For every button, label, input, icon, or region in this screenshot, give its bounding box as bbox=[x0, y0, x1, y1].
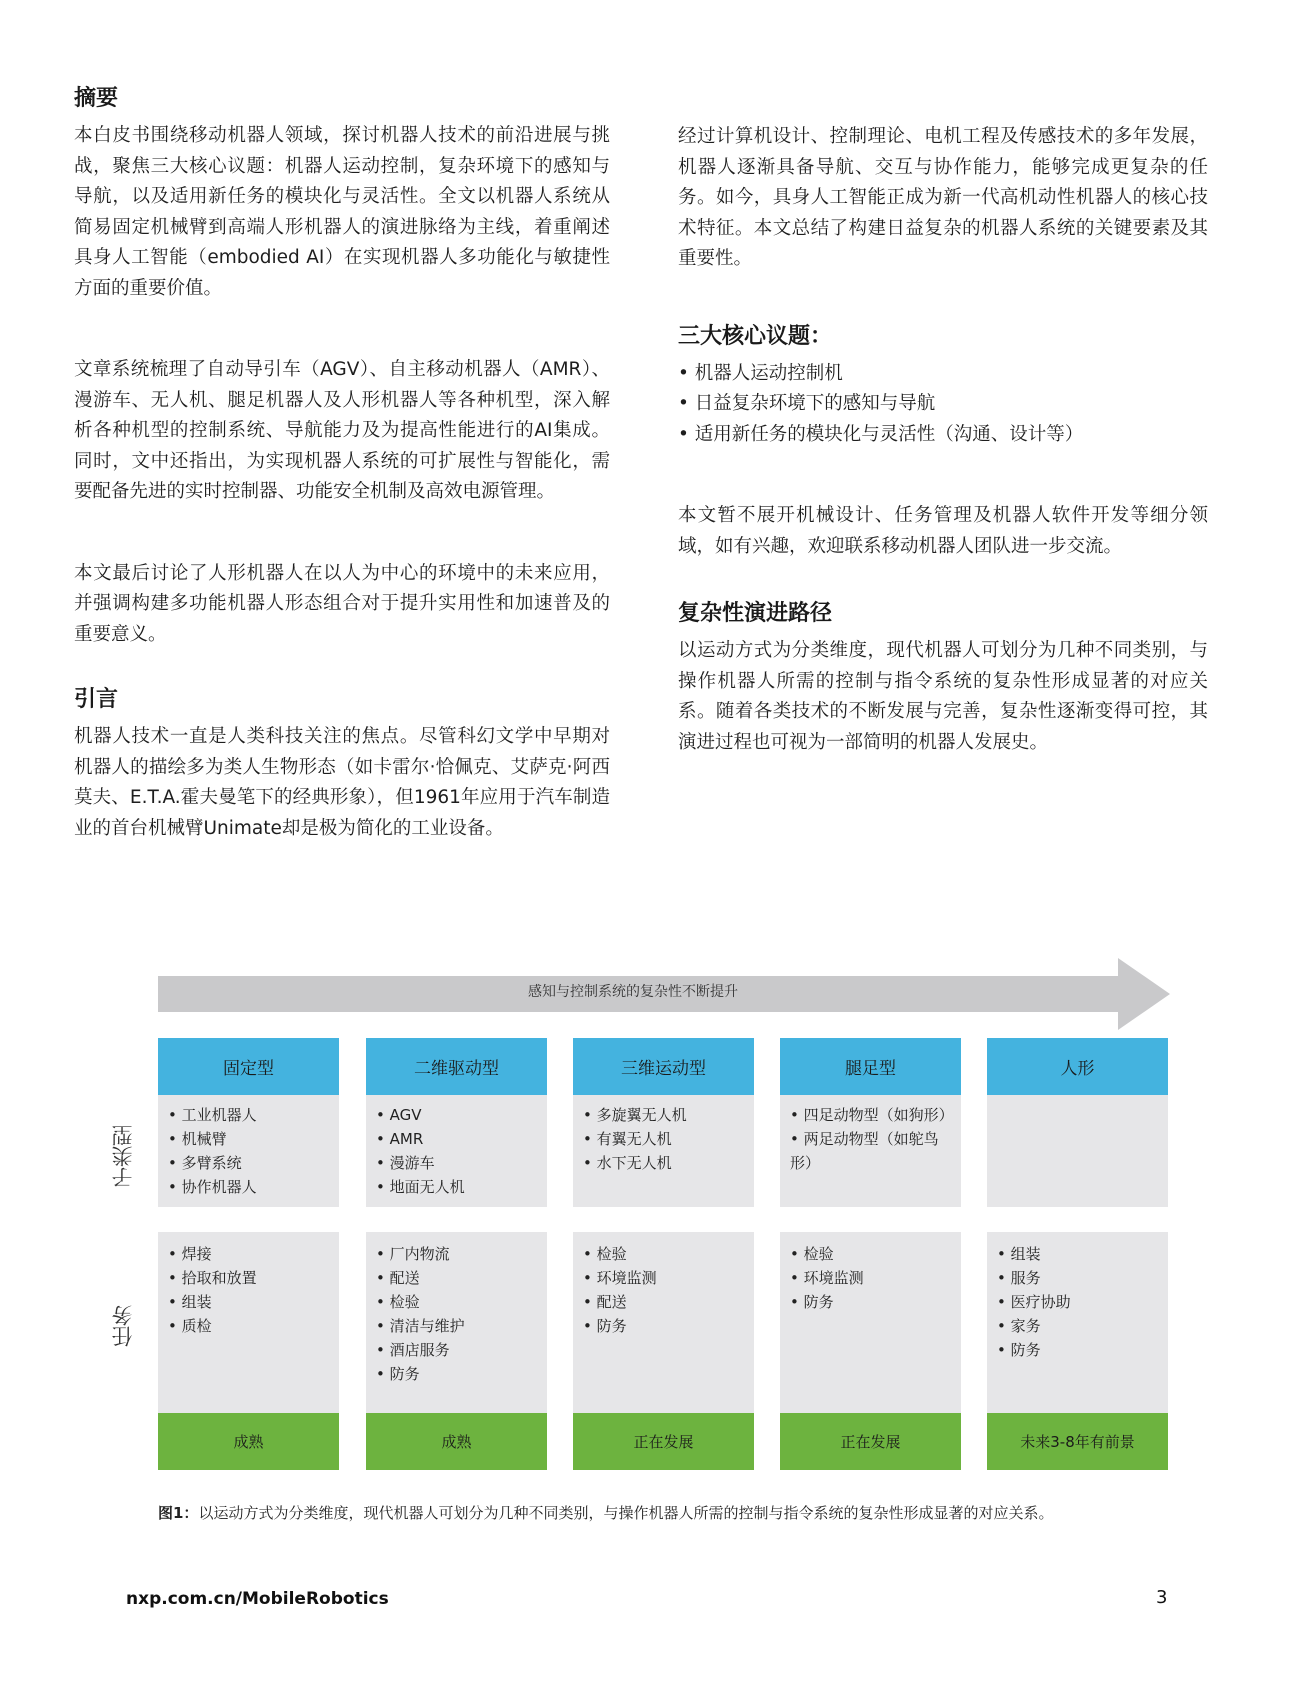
subtype-item: • 两足动物型（如鸵鸟形） bbox=[790, 1127, 961, 1175]
tasks-box bbox=[573, 1232, 754, 1413]
category-header: 二维驱动型 bbox=[366, 1038, 547, 1095]
task-item: • 质检 bbox=[168, 1314, 339, 1338]
right-paragraph-2: 本文暂不展开机械设计、任务管理及机器人软件开发等细分领域，如有兴趣，欢迎联系移动机器人团队进一步交流。 bbox=[678, 505, 1208, 557]
intro-heading: 引言 bbox=[74, 687, 119, 712]
maturity-status: 正在发展 bbox=[573, 1413, 754, 1470]
intro-paragraph: 机器人技术一直是人类科技关注的焦点。尽管科幻文学中早期对机器人的描绘多为类人生物形态（如卡雷尔·恰佩克、艾萨克·阿西莫夫、E.T.A.霍夫曼笔下的经典形象），但1961年应用于汽车制造业的首台机械臂Unimate却是极为简化的工业设备。 bbox=[74, 726, 610, 839]
tasks-box bbox=[366, 1232, 547, 1413]
task-item: • 检验 bbox=[790, 1242, 961, 1266]
category-column-3d bbox=[573, 1038, 754, 1451]
subtype-item: • 协作机器人 bbox=[168, 1175, 339, 1199]
maturity-status: 正在发展 bbox=[780, 1413, 961, 1470]
subtype-item: • AMR bbox=[376, 1127, 547, 1151]
maturity-status: 成熟 bbox=[366, 1413, 547, 1470]
page-number: 3 bbox=[1156, 1587, 1168, 1608]
task-item: • 组装 bbox=[168, 1290, 339, 1314]
task-item: • 防务 bbox=[583, 1314, 754, 1338]
abstract-heading: 摘要 bbox=[74, 86, 119, 111]
category-column-humanoid bbox=[987, 1038, 1168, 1451]
right-paragraph-3: 以运动方式为分类维度，现代机器人可划分为几种不同类别，与操作机器人所需的控制与指令系统的复杂性形成显著的对应关系。随着各类技术的不断发展与完善，复杂性逐渐变得可控，其演进过程也可视为一部简明的机器人发展史。 bbox=[678, 640, 1208, 753]
subtype-item: • 地面无人机 bbox=[376, 1175, 547, 1199]
subtype-item: • 水下无人机 bbox=[583, 1151, 754, 1175]
topics-heading: 三大核心议题： bbox=[678, 323, 833, 349]
subtype-item: • 四足动物型（如狗形） bbox=[790, 1103, 961, 1127]
topic-item: • 适用新任务的模块化与灵活性（沟通、设计等） bbox=[678, 420, 1208, 451]
category-column-legged bbox=[780, 1038, 961, 1451]
task-item: • 厂内物流 bbox=[376, 1242, 547, 1266]
abstract-paragraph-1: 本白皮书围绕移动机器人领域，探讨机器人技术的前沿进展与挑战，聚焦三大核心议题：机器人运动控制，复杂环境下的感知与导航，以及适用新任务的模块化与灵活性。全文以机器人系统从简易固定机械臂到高端人形机器人的演进脉络为主线，着重阐述具身人工智能（embodied AI）在实现机器人多功能化与敏捷性方面的重要价值。 bbox=[74, 125, 610, 299]
task-item: • 环境监测 bbox=[583, 1266, 754, 1290]
tasks-box bbox=[158, 1232, 339, 1413]
task-item: • 配送 bbox=[376, 1266, 547, 1290]
maturity-status: 成熟 bbox=[158, 1413, 339, 1470]
topics-list bbox=[678, 359, 1208, 451]
category-column-fixed bbox=[158, 1038, 339, 1451]
subtype-item: • 多旋翼无人机 bbox=[583, 1103, 754, 1127]
arrow-label: 感知与控制系统的复杂性不断提升 bbox=[528, 984, 738, 1000]
subtypes-box bbox=[158, 1095, 339, 1207]
task-item: • 组装 bbox=[997, 1242, 1168, 1266]
subtype-item: • 有翼无人机 bbox=[583, 1127, 754, 1151]
maturity-status: 未来3-8年有前景 bbox=[987, 1413, 1168, 1470]
caption-label: 图1： bbox=[158, 1504, 199, 1522]
task-item: • 焊接 bbox=[168, 1242, 339, 1266]
evolution-heading: 复杂性演进路径 bbox=[678, 601, 833, 626]
figure-caption bbox=[158, 1501, 1178, 1525]
footer-link[interactable]: nxp.com.cn/MobileRobotics bbox=[126, 1589, 389, 1609]
subtypes-box bbox=[780, 1095, 961, 1207]
complexity-arrow bbox=[158, 958, 1170, 1030]
task-item: • 服务 bbox=[997, 1266, 1168, 1290]
task-item: • 配送 bbox=[583, 1290, 754, 1314]
row-label-subtypes: 子类型 bbox=[111, 1125, 135, 1188]
abstract-paragraph-2: 文章系统梳理了自动导引车（AGV）、自主移动机器人（AMR）、漫游车、无人机、腿足机器人及人形机器人等各种机型，深入解析各种机型的控制系统、导航能力及为提高性能进行的AI集成。同时，文中还指出，为实现机器人系统的可扩展性与智能化，需要配备先进的实时控制器、功能安全机制及高效电源管理。 bbox=[74, 359, 610, 502]
subtypes-box bbox=[987, 1095, 1168, 1207]
task-item: • 拾取和放置 bbox=[168, 1266, 339, 1290]
abstract-paragraph-3: 本文最后讨论了人形机器人在以人为中心的环境中的未来应用，并强调构建多功能机器人形态组合对于提升实用性和加速普及的重要意义。 bbox=[74, 562, 610, 645]
caption-text: 以运动方式为分类维度，现代机器人可划分为几种不同类别，与操作机器人所需的控制与指令系统的复杂性形成显著的对应关系。 bbox=[198, 1504, 1054, 1522]
topic-item: • 日益复杂环境下的感知与导航 bbox=[678, 389, 1208, 420]
subtype-item: • 机械臂 bbox=[168, 1127, 339, 1151]
subtypes-box bbox=[573, 1095, 754, 1207]
category-header: 人形 bbox=[987, 1038, 1168, 1095]
task-item: • 家务 bbox=[997, 1314, 1168, 1338]
task-item: • 防务 bbox=[376, 1362, 547, 1386]
subtype-item: • AGV bbox=[376, 1103, 547, 1127]
task-item: • 环境监测 bbox=[790, 1266, 961, 1290]
subtypes-box bbox=[366, 1095, 547, 1207]
tasks-box bbox=[987, 1232, 1168, 1413]
task-item: • 检验 bbox=[376, 1290, 547, 1314]
task-item: • 酒店服务 bbox=[376, 1338, 547, 1362]
task-item: • 清洁与维护 bbox=[376, 1314, 547, 1338]
category-header: 固定型 bbox=[158, 1038, 339, 1095]
subtype-item: • 漫游车 bbox=[376, 1151, 547, 1175]
task-item: • 医疗协助 bbox=[997, 1290, 1168, 1314]
category-column-2d bbox=[366, 1038, 547, 1451]
subtype-item: • 多臂系统 bbox=[168, 1151, 339, 1175]
subtype-item: • 工业机器人 bbox=[168, 1103, 339, 1127]
category-header: 三维运动型 bbox=[573, 1038, 754, 1095]
task-item: • 防务 bbox=[790, 1290, 961, 1314]
right-column bbox=[678, 122, 1208, 758]
left-column bbox=[74, 78, 610, 844]
topic-item: • 机器人运动控制机 bbox=[678, 359, 1208, 390]
row-label-tasks: 任务 bbox=[111, 1305, 135, 1347]
right-paragraph-1: 经过计算机设计、控制理论、电机工程及传感技术的多年发展，机器人逐渐具备导航、交互与协作能力，能够完成更复杂的任务。如今，具身人工智能正成为新一代高机动性机器人的核心技术特征。本文总结了构建日益复杂的机器人系统的关键要素及其重要性。 bbox=[678, 126, 1208, 269]
task-item: • 检验 bbox=[583, 1242, 754, 1266]
category-header: 腿足型 bbox=[780, 1038, 961, 1095]
tasks-box bbox=[780, 1232, 961, 1413]
task-item: • 防务 bbox=[997, 1338, 1168, 1362]
